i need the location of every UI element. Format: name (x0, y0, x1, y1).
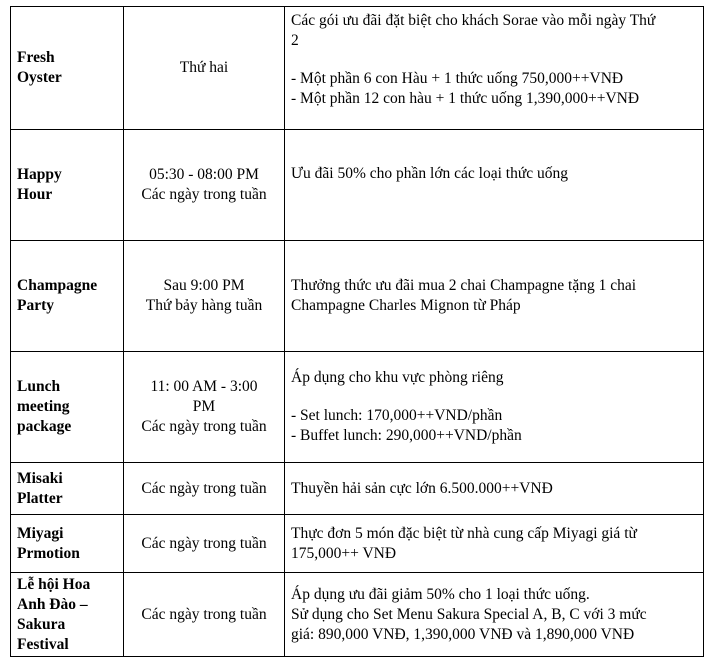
promo-time-cell (124, 241, 285, 352)
promo-detail-cell (285, 241, 704, 352)
promo-time-line: 11: 00 AM - 3:00 (150, 378, 258, 395)
promo-name-line: Fresh (17, 49, 55, 66)
promo-time-line: PM (192, 398, 216, 415)
promo-time-cell (124, 463, 285, 515)
promo-name-line: Lunch (17, 378, 61, 395)
promo-name-line: Platter (17, 489, 63, 507)
promo-time-line: Thứ hai (179, 59, 229, 76)
promo-name-cell (11, 573, 124, 657)
promo-name-cell (11, 241, 124, 352)
promo-detail-line: Thực đơn 5 món đặc biệt từ nhà cung cấp Miyagi giá từ (291, 524, 637, 542)
promo-time-line: Các ngày trong tuần (141, 418, 267, 435)
promo-time-cell (124, 130, 285, 241)
promo-name-line: package (17, 418, 72, 435)
promo-time-line: Sau 9:00 PM (163, 277, 245, 294)
promo-name-line: Lễ hội Hoa (17, 575, 91, 593)
table-row (11, 7, 704, 130)
table-row (11, 130, 704, 241)
promo-time-cell (124, 352, 285, 463)
promo-bullet-line: - Một phần 12 con hàu + 1 thức uống 1,390,000++VNĐ (291, 90, 640, 107)
promo-name-line: Happy (17, 166, 62, 183)
table-row (11, 352, 704, 463)
promo-time-cell (124, 515, 285, 573)
promo-time-line: Các ngày trong tuần (141, 186, 267, 203)
promo-detail-cell (285, 573, 704, 657)
promo-detail-line: Các gói ưu đãi đặt biệt cho khách Sorae vào mỗi ngày Thứ (291, 12, 656, 29)
promo-bullet-line: - Buffet lunch: 290,000++VND/phần (291, 427, 522, 444)
promo-time-cell (124, 7, 285, 130)
promo-detail-line: Ưu đãi 50% cho phần lớn các loại thức uống (291, 165, 568, 182)
promo-detail-cell (285, 352, 704, 463)
promo-name-line: Hour (17, 186, 53, 203)
promo-detail-cell (285, 130, 704, 241)
promo-name-line: Sakura (17, 615, 66, 633)
promo-detail-line: giá: 890,000 VNĐ, 1,390,000 VNĐ và 1,890,000 VNĐ (291, 625, 635, 643)
promo-name-cell (11, 352, 124, 463)
promo-name-line: meeting (17, 398, 70, 415)
promo-detail-cell (285, 7, 704, 130)
promo-name-line: Miyagi (17, 524, 64, 542)
promo-time-cell (124, 573, 285, 657)
promo-name-line: Anh Đào – (17, 595, 88, 613)
promo-detail-line: 175,000++ VNĐ (291, 544, 397, 562)
promo-detail-line: Thuyền hải sản cực lớn 6.500.000++VNĐ (291, 479, 553, 497)
promo-detail-cell (285, 515, 704, 573)
promo-name-line: Misaki (17, 469, 63, 487)
promo-name-cell (11, 463, 124, 515)
promo-name-line: Champagne (17, 277, 98, 294)
promotions-table (10, 6, 704, 657)
promo-detail-line: Champagne Charles Mignon từ Pháp (291, 297, 521, 314)
promo-bullet-line: - Set lunch: 170,000++VND/phần (291, 407, 503, 424)
promo-detail-cell (285, 463, 704, 515)
promo-time-line: Thứ bảy hàng tuần (145, 297, 263, 314)
promo-name-cell (11, 515, 124, 573)
promo-bullet-line: - Một phần 6 con Hàu + 1 thức uống 750,000++VNĐ (291, 70, 624, 87)
promo-time-line: Các ngày trong tuần (141, 605, 267, 623)
promo-name-line: Oyster (17, 69, 62, 86)
promo-name-cell (11, 130, 124, 241)
promo-name-line: Prmotion (17, 544, 80, 562)
promo-detail-line: Thưởng thức ưu đãi mua 2 chai Champagne tặng 1 chai (291, 277, 637, 294)
table-row (11, 241, 704, 352)
table-row (11, 463, 704, 515)
table-row (11, 515, 704, 573)
promo-time-line: Các ngày trong tuần (141, 479, 267, 497)
promo-time-line: Các ngày trong tuần (141, 534, 267, 552)
promo-detail-line: 2 (291, 32, 299, 49)
promo-name-line: Party (17, 297, 55, 314)
promo-name-cell (11, 7, 124, 130)
promo-detail-line: Sử dụng cho Set Menu Sakura Special A, B, C với 3 mức (291, 605, 647, 623)
promo-time-line: 05:30 - 08:00 PM (149, 166, 259, 183)
promo-detail-line: Áp dụng ưu đãi giảm 50% cho 1 loại thức uống. (291, 585, 590, 603)
promo-name-line: Festival (17, 635, 69, 653)
promo-detail-line: Áp dụng cho khu vực phòng riêng (291, 369, 504, 386)
table-row (11, 573, 704, 657)
